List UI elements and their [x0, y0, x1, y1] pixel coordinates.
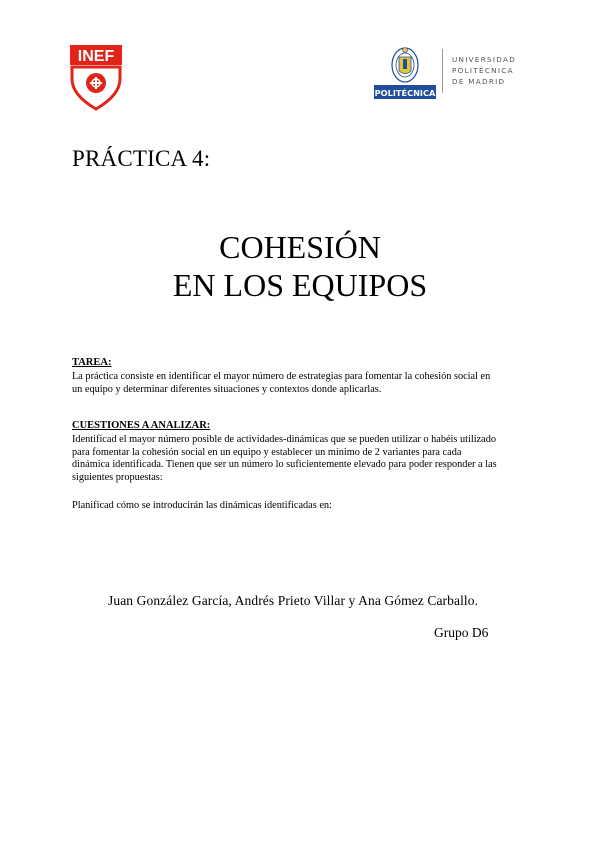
tarea-line-1: La práctica consiste en identificar el mayor número de estrategias para fomentar la cohesión social en — [72, 371, 491, 382]
main-title-line-2: EN LOS EQUIPOS — [172, 267, 428, 303]
upm-name-line-2: POLITÉCNICA — [452, 66, 514, 75]
practice-number: PRÁCTICA 4: — [72, 146, 211, 171]
cuestiones-heading: CUESTIONES A ANALIZAR: — [72, 420, 211, 431]
inef-logo-text: INEF — [77, 48, 115, 65]
tarea-line-2: un equipo y determinar diferentes situaciones y contextos donde aplicarlas. — [72, 383, 382, 395]
group-label: Grupo D6 — [434, 625, 489, 640]
cuestiones-line-1: Identificad el mayor número posible de actividades-dinámicas que se pueden utilizar o habéis utilizado — [72, 434, 497, 445]
tarea-paragraph — [72, 371, 530, 396]
upm-crest-icon — [374, 45, 436, 101]
cuestiones-line-2: para fomentar la cohesión social en un equipo y establecer un mínimo de 2 variantes para cada — [72, 446, 462, 458]
upm-badge-text: POLITÉCNICA — [374, 88, 436, 98]
cuestiones-paragraph — [72, 434, 530, 484]
upm-name-line-1: UNIVERSIDAD — [452, 55, 517, 64]
cuestiones-line-4: siguientes propuestas: — [72, 471, 163, 483]
authors: Juan González García, Andrés Prieto Villar y Ana Gómez Carballo. — [108, 593, 479, 608]
planificad-line: Planificad cómo se introducirán las dinámicas identificadas en: — [72, 500, 332, 511]
upm-name — [452, 54, 516, 87]
inef-logo — [70, 45, 122, 111]
planificad-paragraph — [72, 500, 530, 513]
main-title-line-1: COHESIÓN — [219, 229, 381, 265]
tarea-heading: TAREA: — [72, 357, 112, 368]
upm-name-line-3: DE MADRID — [452, 77, 506, 86]
cuestiones-line-3: dinámica identificada. Tienen que ser un número lo suficientemente elevado para poder responder a las — [72, 459, 497, 471]
upm-logo — [374, 45, 524, 101]
upm-divider — [442, 49, 443, 93]
